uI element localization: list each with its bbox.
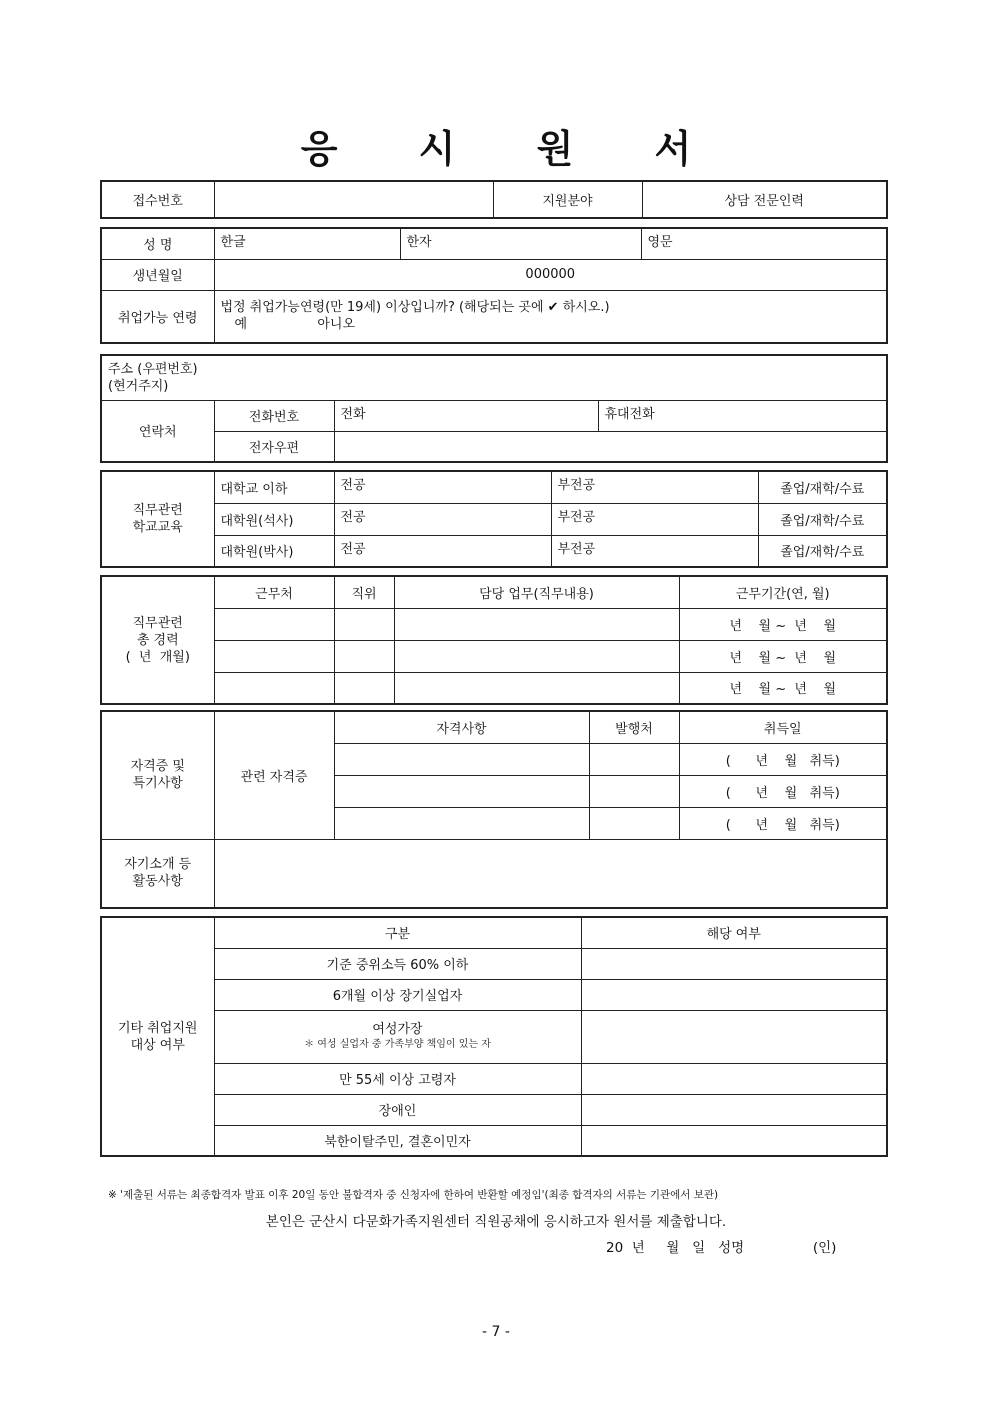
career-header-workplace: 근무처	[214, 576, 334, 608]
certificate-label-line1: 자격증 및	[130, 759, 185, 775]
application-field-label: 지원분야	[493, 181, 642, 218]
related-cert-label: 관련 자격증	[214, 711, 334, 839]
name-english-field[interactable]: 영문	[641, 228, 887, 259]
career-label	[101, 576, 214, 704]
education-label-line2: 학교교육	[132, 520, 183, 535]
employment-support-table	[100, 916, 888, 1157]
cert-issuer-field[interactable]	[589, 807, 679, 839]
name-label: 성 명	[101, 228, 214, 259]
submission-statement: 본인은 군산시 다문화가족지원센터 직원공채에 응시하고자 원서를 제출합니다.	[265, 1214, 727, 1230]
career-period-field[interactable]: 년 월 ~ 년 월	[679, 672, 887, 704]
dob-field[interactable]: 000000	[214, 259, 887, 290]
career-duty-field[interactable]	[394, 640, 679, 672]
cert-date-field[interactable]: ( 년 월 취득)	[679, 775, 887, 807]
edu-major-field[interactable]: 전공	[334, 471, 551, 503]
self-intro-field[interactable]	[214, 839, 887, 908]
education-table	[100, 470, 888, 568]
edu-status[interactable]: 졸업/재학/수료	[758, 503, 887, 535]
edu-minor-field[interactable]: 부전공	[551, 503, 758, 535]
career-label-line3: ( 년 개월)	[125, 649, 190, 665]
education-label-line1: 직무관련	[132, 503, 183, 518]
edu-level: 대학원(박사)	[214, 535, 334, 567]
working-age-cell	[214, 290, 887, 343]
edu-status[interactable]: 졸업/재학/수료	[758, 471, 887, 503]
form-title: 응 시 원 서	[300, 127, 726, 171]
working-age-label: 취업가능 연령	[101, 290, 214, 343]
cert-date-field[interactable]: ( 년 월 취득)	[679, 807, 887, 839]
career-table	[100, 575, 888, 705]
self-intro-label-line2: 활동사항	[132, 874, 183, 890]
career-duty-field[interactable]	[394, 672, 679, 704]
support-category: 북한이탈주민, 결혼이민자	[214, 1125, 581, 1156]
support-applicable-field[interactable]	[581, 979, 887, 1010]
personal-info-table	[100, 227, 888, 344]
email-label: 전자우편	[214, 431, 334, 462]
address-cell[interactable]	[101, 355, 887, 400]
self-intro-label-line1: 자기소개 등	[124, 857, 192, 873]
support-applicable-field[interactable]	[581, 948, 887, 979]
certificate-table	[100, 710, 888, 909]
support-category: 기준 중위소득 60% 이하	[214, 948, 581, 979]
support-category: 만 55세 이상 고령자	[214, 1063, 581, 1094]
email-field[interactable]	[334, 431, 887, 462]
support-category-female-label: 여성가장	[372, 1022, 423, 1037]
career-workplace-field[interactable]	[214, 608, 334, 640]
certificate-label-line2: 특기사항	[132, 776, 183, 792]
contact-label: 연락처	[101, 400, 214, 462]
working-age-question: 법정 취업가능연령(만 19세) 이상입니까? (해당되는 곳에 ✔ 하시오.)	[220, 300, 610, 316]
document-return-note: ※ '제출된 서류는 최종합격자 발표 이후 20일 동안 불합격자 중 신청자에 한하여 반환할 예정임'(최종 합격자의 서류는 기관에서 보관)	[108, 1189, 719, 1201]
support-header-category: 구분	[214, 917, 581, 948]
receipt-number-input[interactable]	[214, 181, 493, 218]
self-intro-label	[101, 839, 214, 908]
support-applicable-field[interactable]	[581, 1125, 887, 1156]
career-label-line2: 총 경력	[136, 632, 179, 648]
career-label-line1: 직무관련	[132, 615, 183, 631]
career-period-field[interactable]: 년 월 ~ 년 월	[679, 608, 887, 640]
support-category-female-head	[214, 1010, 581, 1063]
cert-header-name: 자격사항	[334, 711, 589, 743]
address-sub-label: (현거주지)	[108, 378, 169, 394]
mobile-field[interactable]: 휴대전화	[598, 400, 887, 431]
edu-status[interactable]: 졸업/재학/수료	[758, 535, 887, 567]
cert-name-field[interactable]	[334, 807, 589, 839]
support-label-line1: 기타 취업지원	[118, 1020, 198, 1036]
contact-table	[100, 354, 888, 463]
signature-line: 20 년 월 일 성명 (인)	[606, 1240, 837, 1256]
career-header-position: 직위	[334, 576, 394, 608]
page-number: - 7 -	[482, 1324, 510, 1340]
career-workplace-field[interactable]	[214, 672, 334, 704]
support-category: 6개월 이상 장기실업자	[214, 979, 581, 1010]
receipt-number-label: 접수번호	[101, 181, 214, 218]
female-head-note: ＊ 여성 실업자 중 가족부양 책임이 있는 자	[304, 1039, 491, 1050]
cert-issuer-field[interactable]	[589, 743, 679, 775]
education-label	[101, 471, 214, 567]
cert-name-field[interactable]	[334, 743, 589, 775]
edu-level: 대학교 이하	[214, 471, 334, 503]
certificate-label	[101, 711, 214, 839]
phone-field[interactable]: 전화	[334, 400, 598, 431]
name-hangul-field[interactable]: 한글	[214, 228, 400, 259]
support-header-applicable: 해당 여부	[581, 917, 887, 948]
support-target-label	[101, 917, 214, 1156]
career-position-field[interactable]	[334, 608, 394, 640]
cert-header-date: 취득일	[679, 711, 887, 743]
support-applicable-field[interactable]	[581, 1094, 887, 1125]
edu-level: 대학원(석사)	[214, 503, 334, 535]
career-position-field[interactable]	[334, 672, 394, 704]
cert-date-field[interactable]: ( 년 월 취득)	[679, 743, 887, 775]
career-header-period: 근무기간(연, 월)	[679, 576, 887, 608]
support-category: 장애인	[214, 1094, 581, 1125]
support-applicable-field[interactable]	[581, 1063, 887, 1094]
name-hanja-field[interactable]: 한자	[400, 228, 641, 259]
edu-major-field[interactable]: 전공	[334, 503, 551, 535]
age-yes-option[interactable]: 예	[234, 317, 248, 333]
cert-header-issuer: 발행처	[589, 711, 679, 743]
receipt-table	[100, 180, 888, 219]
address-label: 주소 (우편번호)	[108, 361, 198, 377]
support-applicable-field[interactable]	[581, 1010, 887, 1063]
age-no-option[interactable]: 아니오	[317, 317, 356, 333]
edu-minor-field[interactable]: 부전공	[551, 471, 758, 503]
cert-name-field[interactable]	[334, 775, 589, 807]
edu-minor-field[interactable]: 부전공	[551, 535, 758, 567]
support-label-line2: 대상 여부	[130, 1037, 185, 1053]
career-header-duty: 담당 업무(직무내용)	[394, 576, 679, 608]
application-field-value: 상담 전문인력	[642, 181, 887, 218]
career-workplace-field[interactable]	[214, 640, 334, 672]
dob-label: 생년월일	[101, 259, 214, 290]
career-duty-field[interactable]	[394, 608, 679, 640]
cert-issuer-field[interactable]	[589, 775, 679, 807]
career-position-field[interactable]	[334, 640, 394, 672]
edu-major-field[interactable]: 전공	[334, 535, 551, 567]
phone-label: 전화번호	[214, 400, 334, 431]
career-period-field[interactable]: 년 월 ~ 년 월	[679, 640, 887, 672]
